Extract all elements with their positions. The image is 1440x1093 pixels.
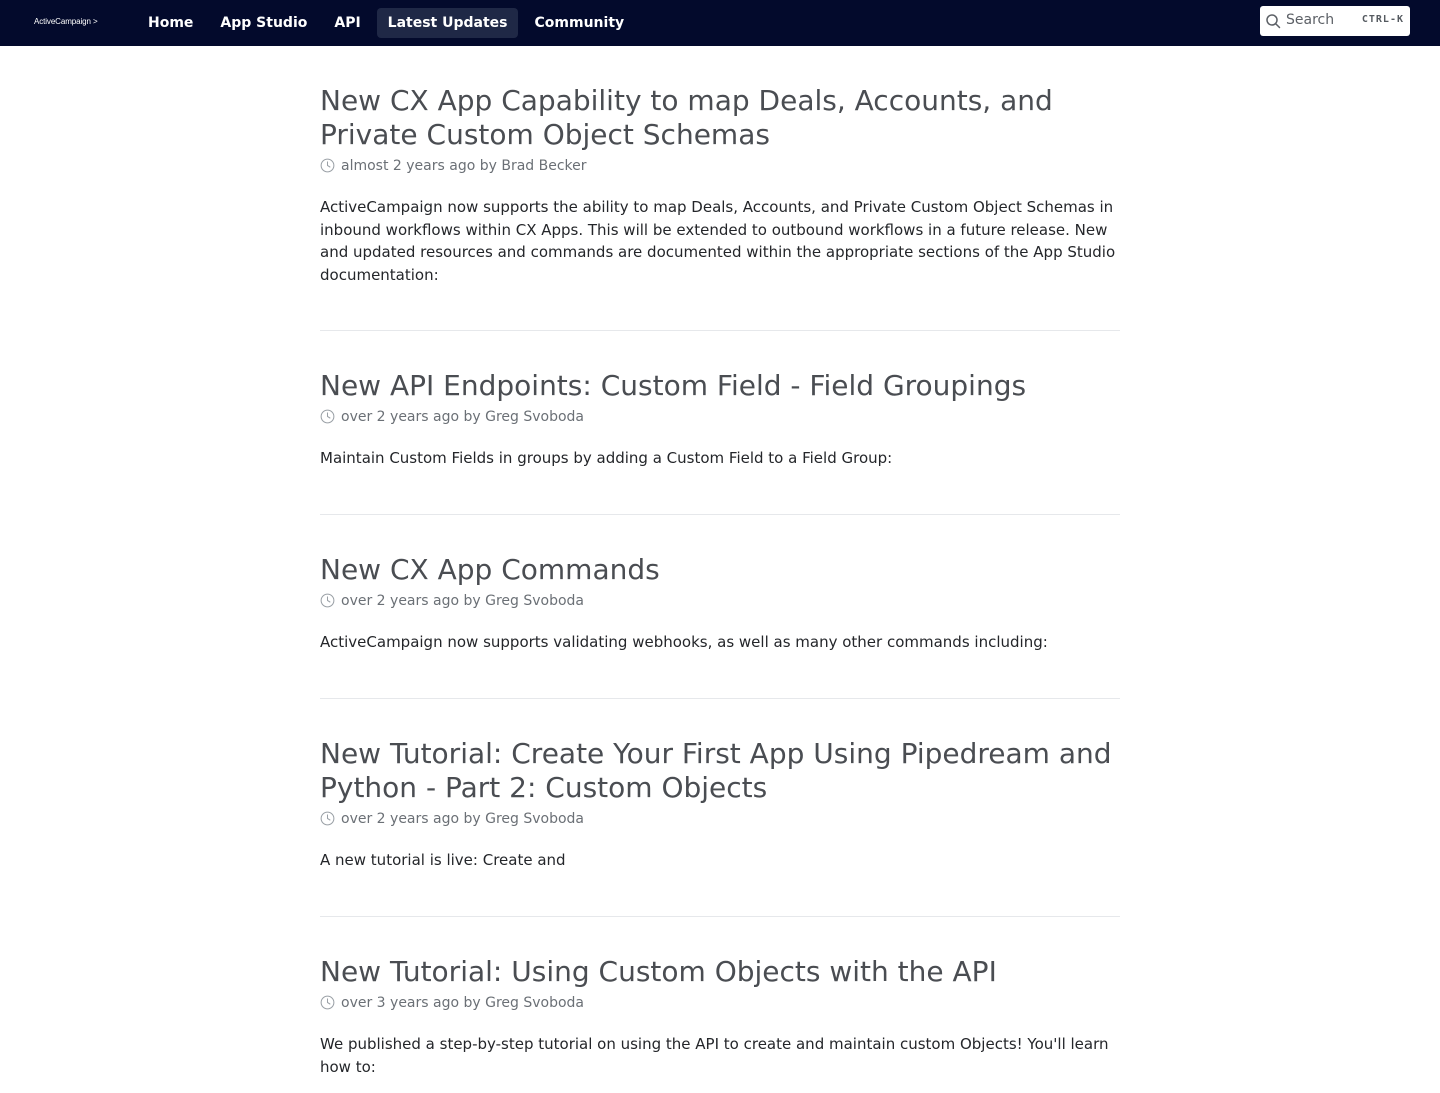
post-meta bbox=[320, 590, 1120, 611]
post-excerpt: Maintain Custom Fields in groups by adding a Custom Field to a Field Group: bbox=[320, 449, 893, 467]
post-excerpt: We published a step-by-step tutorial on using the API to create and maintain custom Objects! You'll learn how to: bbox=[320, 1035, 1109, 1076]
clock-icon bbox=[320, 811, 335, 826]
clock-icon bbox=[320, 409, 335, 424]
post-title[interactable]: New Tutorial: Using Custom Objects with the API bbox=[320, 955, 997, 988]
clock-icon bbox=[320, 158, 335, 173]
nav-community[interactable]: Community bbox=[534, 15, 625, 31]
post-divider bbox=[320, 514, 1120, 515]
post-meta bbox=[320, 155, 1120, 176]
nav-app-studio[interactable]: App Studio bbox=[220, 15, 308, 31]
post-title[interactable]: New Tutorial: Create Your First App Using Pipedream and Python - Part 2: Custom Objects bbox=[320, 737, 1112, 804]
post-divider bbox=[320, 916, 1120, 917]
post-meta bbox=[320, 406, 1120, 427]
post-date-author: over 2 years ago by Greg Svoboda bbox=[341, 408, 585, 425]
nav-latest-updates[interactable]: Latest Updates bbox=[377, 8, 518, 38]
post-date-author: over 3 years ago by Greg Svoboda bbox=[341, 994, 585, 1011]
post-date-author: almost 2 years ago by Brad Becker bbox=[341, 157, 587, 174]
search-icon bbox=[1265, 13, 1281, 29]
changelog-post bbox=[320, 84, 1120, 301]
changelog-post bbox=[320, 737, 1120, 887]
post-meta bbox=[320, 808, 1120, 829]
search-shortcut: CTRL-K bbox=[1361, 14, 1404, 25]
post-title[interactable]: New CX App Commands bbox=[320, 553, 660, 586]
clock-icon bbox=[320, 995, 335, 1010]
top-navbar bbox=[0, 0, 1440, 46]
post-date-author: over 2 years ago by Greg Svoboda bbox=[341, 592, 585, 609]
post-divider bbox=[320, 330, 1120, 331]
post-title[interactable]: New API Endpoints: Custom Field - Field Groupings bbox=[320, 369, 1027, 402]
search-button[interactable] bbox=[1260, 6, 1410, 36]
post-title[interactable]: New CX App Capability to map Deals, Accounts, and Private Custom Object Schemas bbox=[320, 84, 1053, 151]
activecampaign-logo[interactable]: ActiveCampaign > bbox=[34, 17, 98, 26]
clock-icon bbox=[320, 593, 335, 608]
changelog-post bbox=[320, 955, 1120, 1093]
post-excerpt: ActiveCampaign now supports the ability to map Deals, Accounts, and Private Custom Object Schemas in inbound workflows within CX Apps. This will be extended to outbound workflows in a future release. New and updated resources and commands are documented within the appropriate sections of the App Studio documentation: bbox=[320, 198, 1116, 284]
nav-api[interactable]: API bbox=[334, 15, 361, 31]
search-placeholder: Search bbox=[1286, 12, 1335, 28]
post-divider bbox=[320, 698, 1120, 699]
post-excerpt: A new tutorial is live: Create and bbox=[320, 851, 566, 869]
changelog-post bbox=[320, 369, 1120, 485]
main-nav bbox=[137, 8, 634, 38]
changelog-post bbox=[320, 553, 1120, 669]
post-date-author: over 2 years ago by Greg Svoboda bbox=[341, 810, 585, 827]
post-meta bbox=[320, 992, 1120, 1013]
post-excerpt: ActiveCampaign now supports validating webhooks, as well as many other commands including: bbox=[320, 633, 1048, 651]
nav-home[interactable]: Home bbox=[148, 15, 194, 31]
